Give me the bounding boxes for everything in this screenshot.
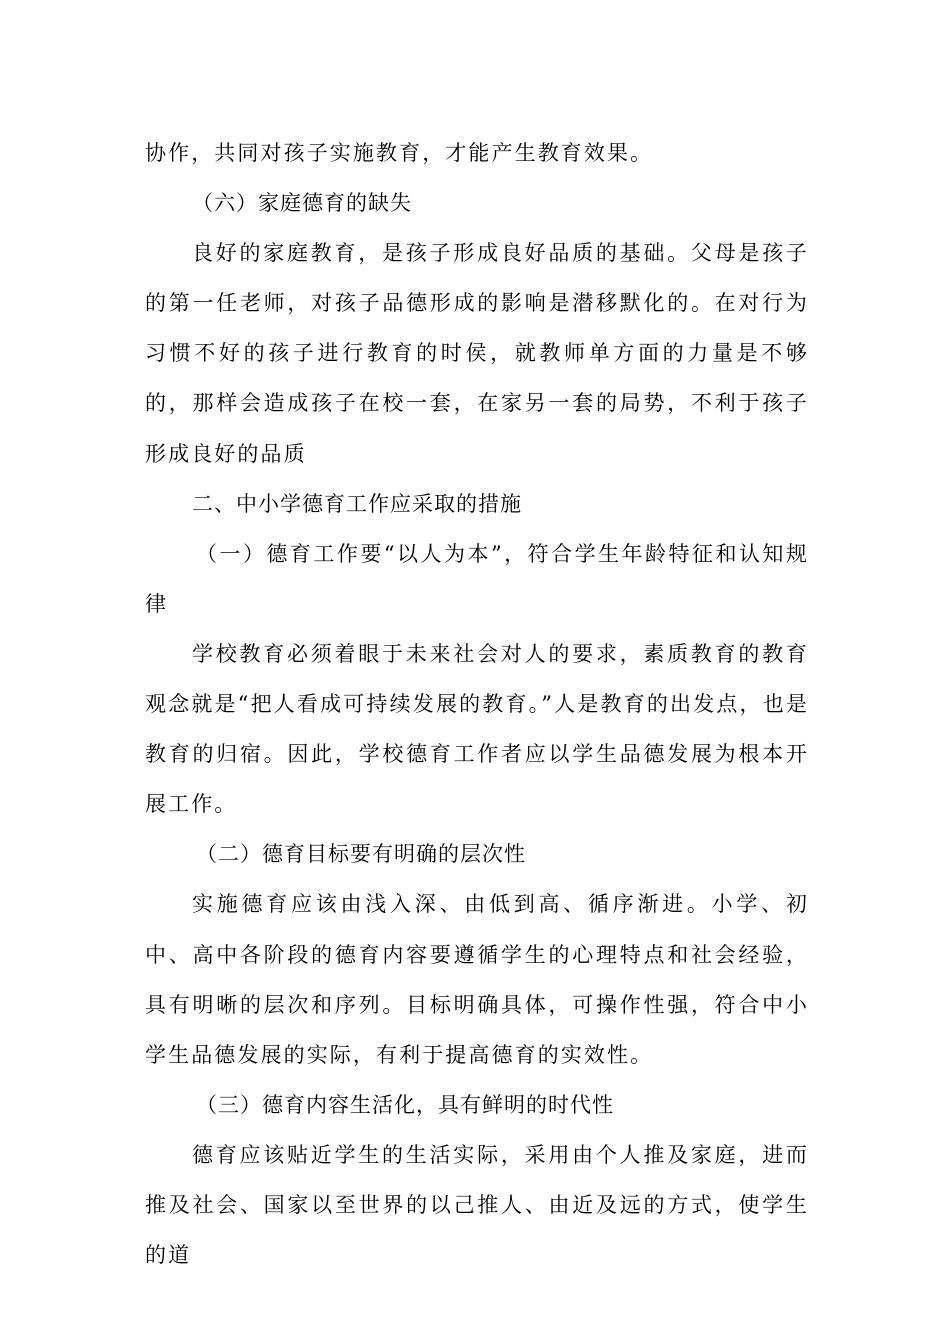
subheading-two: （二）德育目标要有明确的层次性 xyxy=(196,842,526,867)
paragraph-moral-content: 德育应该贴近学生的生活实际，采用由个人推及家庭，进而推及社会、国家以至世界的以己推人、由近及远的方式，使学生的道 xyxy=(145,1142,809,1268)
subheading-one: （一）德育工作要“以人为本”，符合学生年龄特征和认知规律 xyxy=(145,541,809,616)
subheading-six: （六）家庭德育的缺失 xyxy=(192,191,412,216)
section-heading-two: 二、中小学德育工作应采取的措施 xyxy=(192,491,522,516)
paragraph-moral-goals: 实施德育应该由浅入深、由低到高、循序渐进。小学、初中、高中各阶段的德育内容要遵循学生的心理特点和社会经验，具有明晰的层次和序列。目标明确具体，可操作性强，符合中小学生品德发展的实际，有利于提高德育的实效性。 xyxy=(145,892,809,1067)
subheading-three: （三）德育内容生活化，具有鲜明的时代性 xyxy=(196,1092,614,1117)
paragraph-continuation: 协作，共同对孩子实施教育，才能产生教育效果。 xyxy=(145,141,654,165)
paragraph-school-education: 学校教育必须着眼于未来社会对人的要求，素质教育的教育观念就是“把人看成可持续发展的教育。”人是教育的出发点，也是教育的归宿。因此，学校德育工作者应以学生品德发展为根本开展工作。 xyxy=(145,641,809,817)
document-body xyxy=(145,128,809,1280)
paragraph-family-education: 良好的家庭教育，是孩子形成良好品质的基础。父母是孩子的第一任老师，对孩子品德形成的影响是潜移默化的。在对行为习惯不好的孩子进行教育的时侯，就教师单方面的力量是不够的，那样会造成孩子在校一套，在家另一套的局势，不利于孩子形成良好的品质 xyxy=(145,241,809,466)
